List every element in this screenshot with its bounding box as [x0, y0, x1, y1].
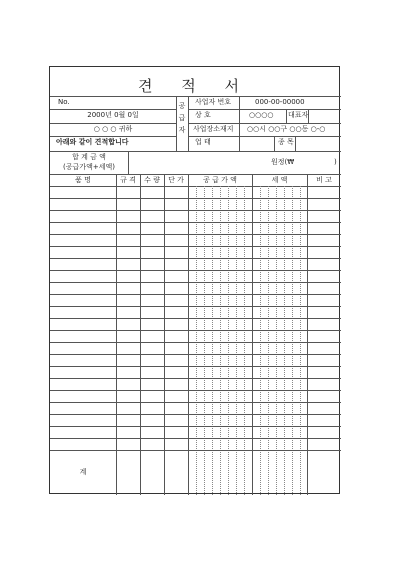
divider: [50, 96, 341, 97]
document-date: 2000년 0월 0일: [87, 111, 139, 119]
total-amount-sublabel: (공급가액+세액): [63, 163, 115, 171]
table-row: [50, 366, 341, 367]
table-row: [50, 282, 341, 283]
divider: [50, 151, 341, 152]
divider: [50, 123, 176, 124]
table-row: [50, 330, 341, 331]
divider: [260, 186, 261, 495]
table-row: [50, 234, 341, 235]
divider: [188, 123, 341, 124]
total-amount-close: ): [334, 158, 337, 166]
divider: [128, 151, 129, 174]
table-row: [50, 222, 341, 223]
business-item-label: 종 목: [278, 138, 294, 146]
table-row: [50, 354, 341, 355]
address-value: ○○시 ○○구 ○○동 ○-○: [247, 125, 326, 133]
divider: [300, 186, 301, 495]
table-row: [50, 390, 341, 391]
header-note: 비 고: [316, 176, 332, 184]
divider: [50, 174, 341, 175]
ceo-label: 대표자: [288, 111, 309, 119]
address-label: 사업장소재지: [193, 125, 234, 133]
company-name-value: ○○○○: [249, 111, 274, 119]
table-row: [50, 450, 341, 451]
divider: [284, 186, 285, 495]
company-name-label: 상 호: [195, 111, 211, 119]
business-number-value: 000-00-00000: [255, 98, 305, 106]
table-row: [50, 342, 341, 343]
divider: [204, 186, 205, 495]
header-qty: 수 량: [144, 176, 160, 184]
divider: [228, 186, 229, 495]
divider: [220, 186, 221, 495]
sum-row-label: 계: [79, 468, 87, 476]
table-row: [50, 426, 341, 427]
header-tax: 세 액: [271, 176, 288, 184]
table-row: [50, 210, 341, 211]
table-row: [50, 402, 341, 403]
divider: [244, 186, 245, 495]
recipient: ○ ○ ○ 귀하: [93, 125, 133, 133]
table-row: [50, 378, 341, 379]
header-unit-price: 단 가: [168, 176, 184, 184]
divider: [188, 136, 341, 137]
business-type-label: 업 태: [195, 138, 211, 146]
supplier-label: 공급자: [178, 102, 186, 134]
divider: [236, 186, 237, 495]
table-row: [50, 258, 341, 259]
table-row: [50, 270, 341, 271]
table-row: [50, 318, 341, 319]
table-row: [50, 198, 341, 199]
document-number-label: No.: [58, 98, 70, 106]
divider: [286, 109, 287, 123]
divider: [188, 109, 341, 110]
form-title: 견 적 서: [137, 77, 251, 95]
header-item: 품 명: [75, 176, 91, 184]
divider: [50, 136, 176, 137]
total-amount-label: 합 계 금 액: [72, 153, 106, 161]
table-row: [50, 438, 341, 439]
divider: [50, 109, 176, 110]
table-row: [50, 294, 341, 295]
estimate-form: [49, 66, 340, 494]
table-row: [50, 246, 341, 247]
divider: [268, 186, 269, 495]
divider: [276, 186, 277, 495]
divider: [292, 186, 293, 495]
header-spec: 규 격: [120, 176, 136, 184]
total-amount-currency: 원정(₩: [271, 158, 295, 166]
divider: [212, 186, 213, 495]
divider: [295, 136, 296, 151]
divider: [274, 136, 275, 151]
table-row: [50, 414, 341, 415]
table-row: [50, 306, 341, 307]
divider: [239, 96, 240, 151]
divider: [196, 186, 197, 495]
header-supply-amount: 공 급 가 액: [203, 176, 237, 184]
business-number-label: 사업자 번호: [195, 98, 232, 106]
intro-text: 아래와 같이 견적합니다: [56, 138, 129, 146]
